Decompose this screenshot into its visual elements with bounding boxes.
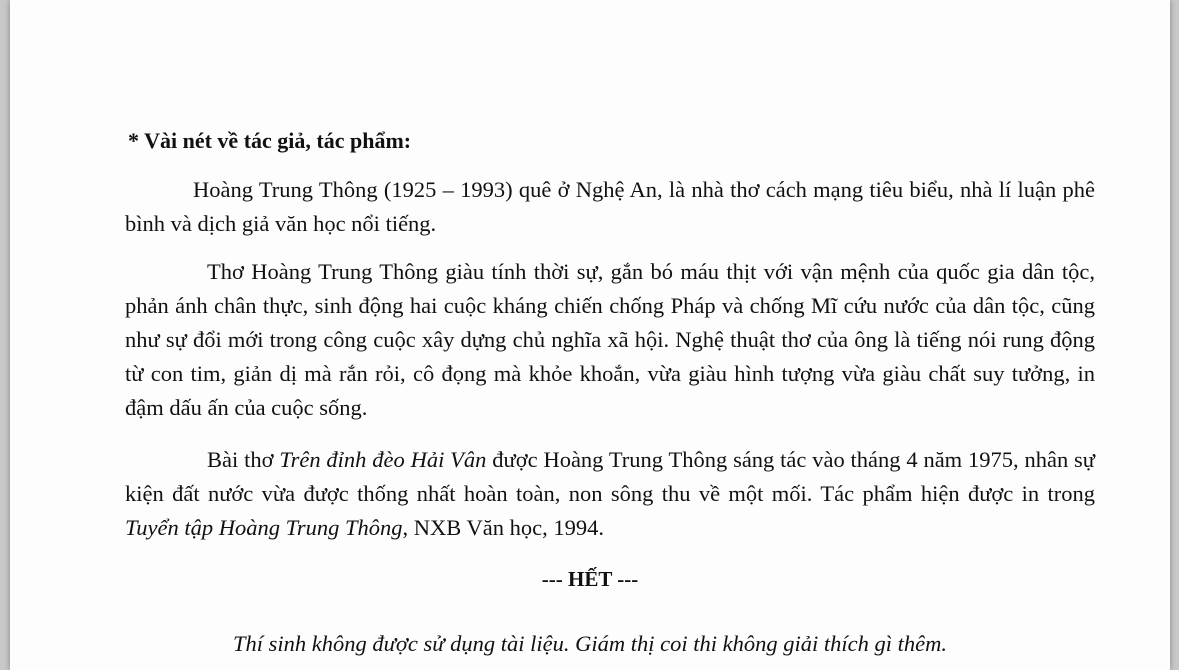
book-title: Tuyển tập Hoàng Trung Thông	[125, 515, 403, 540]
work-paragraph	[125, 443, 1095, 545]
document-page	[10, 0, 1170, 670]
exam-note: Thí sinh không được sử dụng tài liệu. Giám thị coi thi không giải thích gì thêm.	[232, 631, 947, 656]
poem-title: Trên đỉnh đèo Hải Vân	[279, 447, 487, 472]
author-paragraph: Hoàng Trung Thông (1925 – 1993) quê ở Nghệ An, là nhà thơ cách mạng tiêu biểu, nhà lí luận phê bình và dịch giả văn học nổi tiếng.	[125, 177, 1095, 236]
style-paragraph: Thơ Hoàng Trung Thông giàu tính thời sự, gắn bó máu thịt với vận mệnh của quốc gia dân tộc, phản ánh chân thực, sinh động hai cuộc kháng chiến chống Pháp và chống Mĩ cứu nước của dân tộc, cũng như sự đổi mới trong công cuộc xây dựng chủ nghĩa xã hội. Nghệ thuật thơ của ông là tiếng nói rung động từ con tim, giản dị mà rắn rỏi, cô đọng mà khỏe khoắn, vừa giàu hình tượng vừa giàu chất suy tưởng, in đậm dấu ấn của cuộc sống.	[125, 259, 1095, 420]
work-text-part1: Bài thơ	[207, 447, 280, 472]
section-heading: * Vài nét về tác giả, tác phẩm:	[128, 128, 412, 153]
work-text-part2: được Hoàng Trung Thông sáng tác vào tháng 4 năm 1975, nhân sự kiện đất nước vừa được thống nhất hoàn toàn, non sông thu về một mối. Tác phẩm hiện được in trong	[125, 447, 1096, 506]
work-text-part3: , NXB Văn học, 1994.	[402, 515, 604, 540]
end-mark: --- HẾT ---	[541, 567, 639, 591]
